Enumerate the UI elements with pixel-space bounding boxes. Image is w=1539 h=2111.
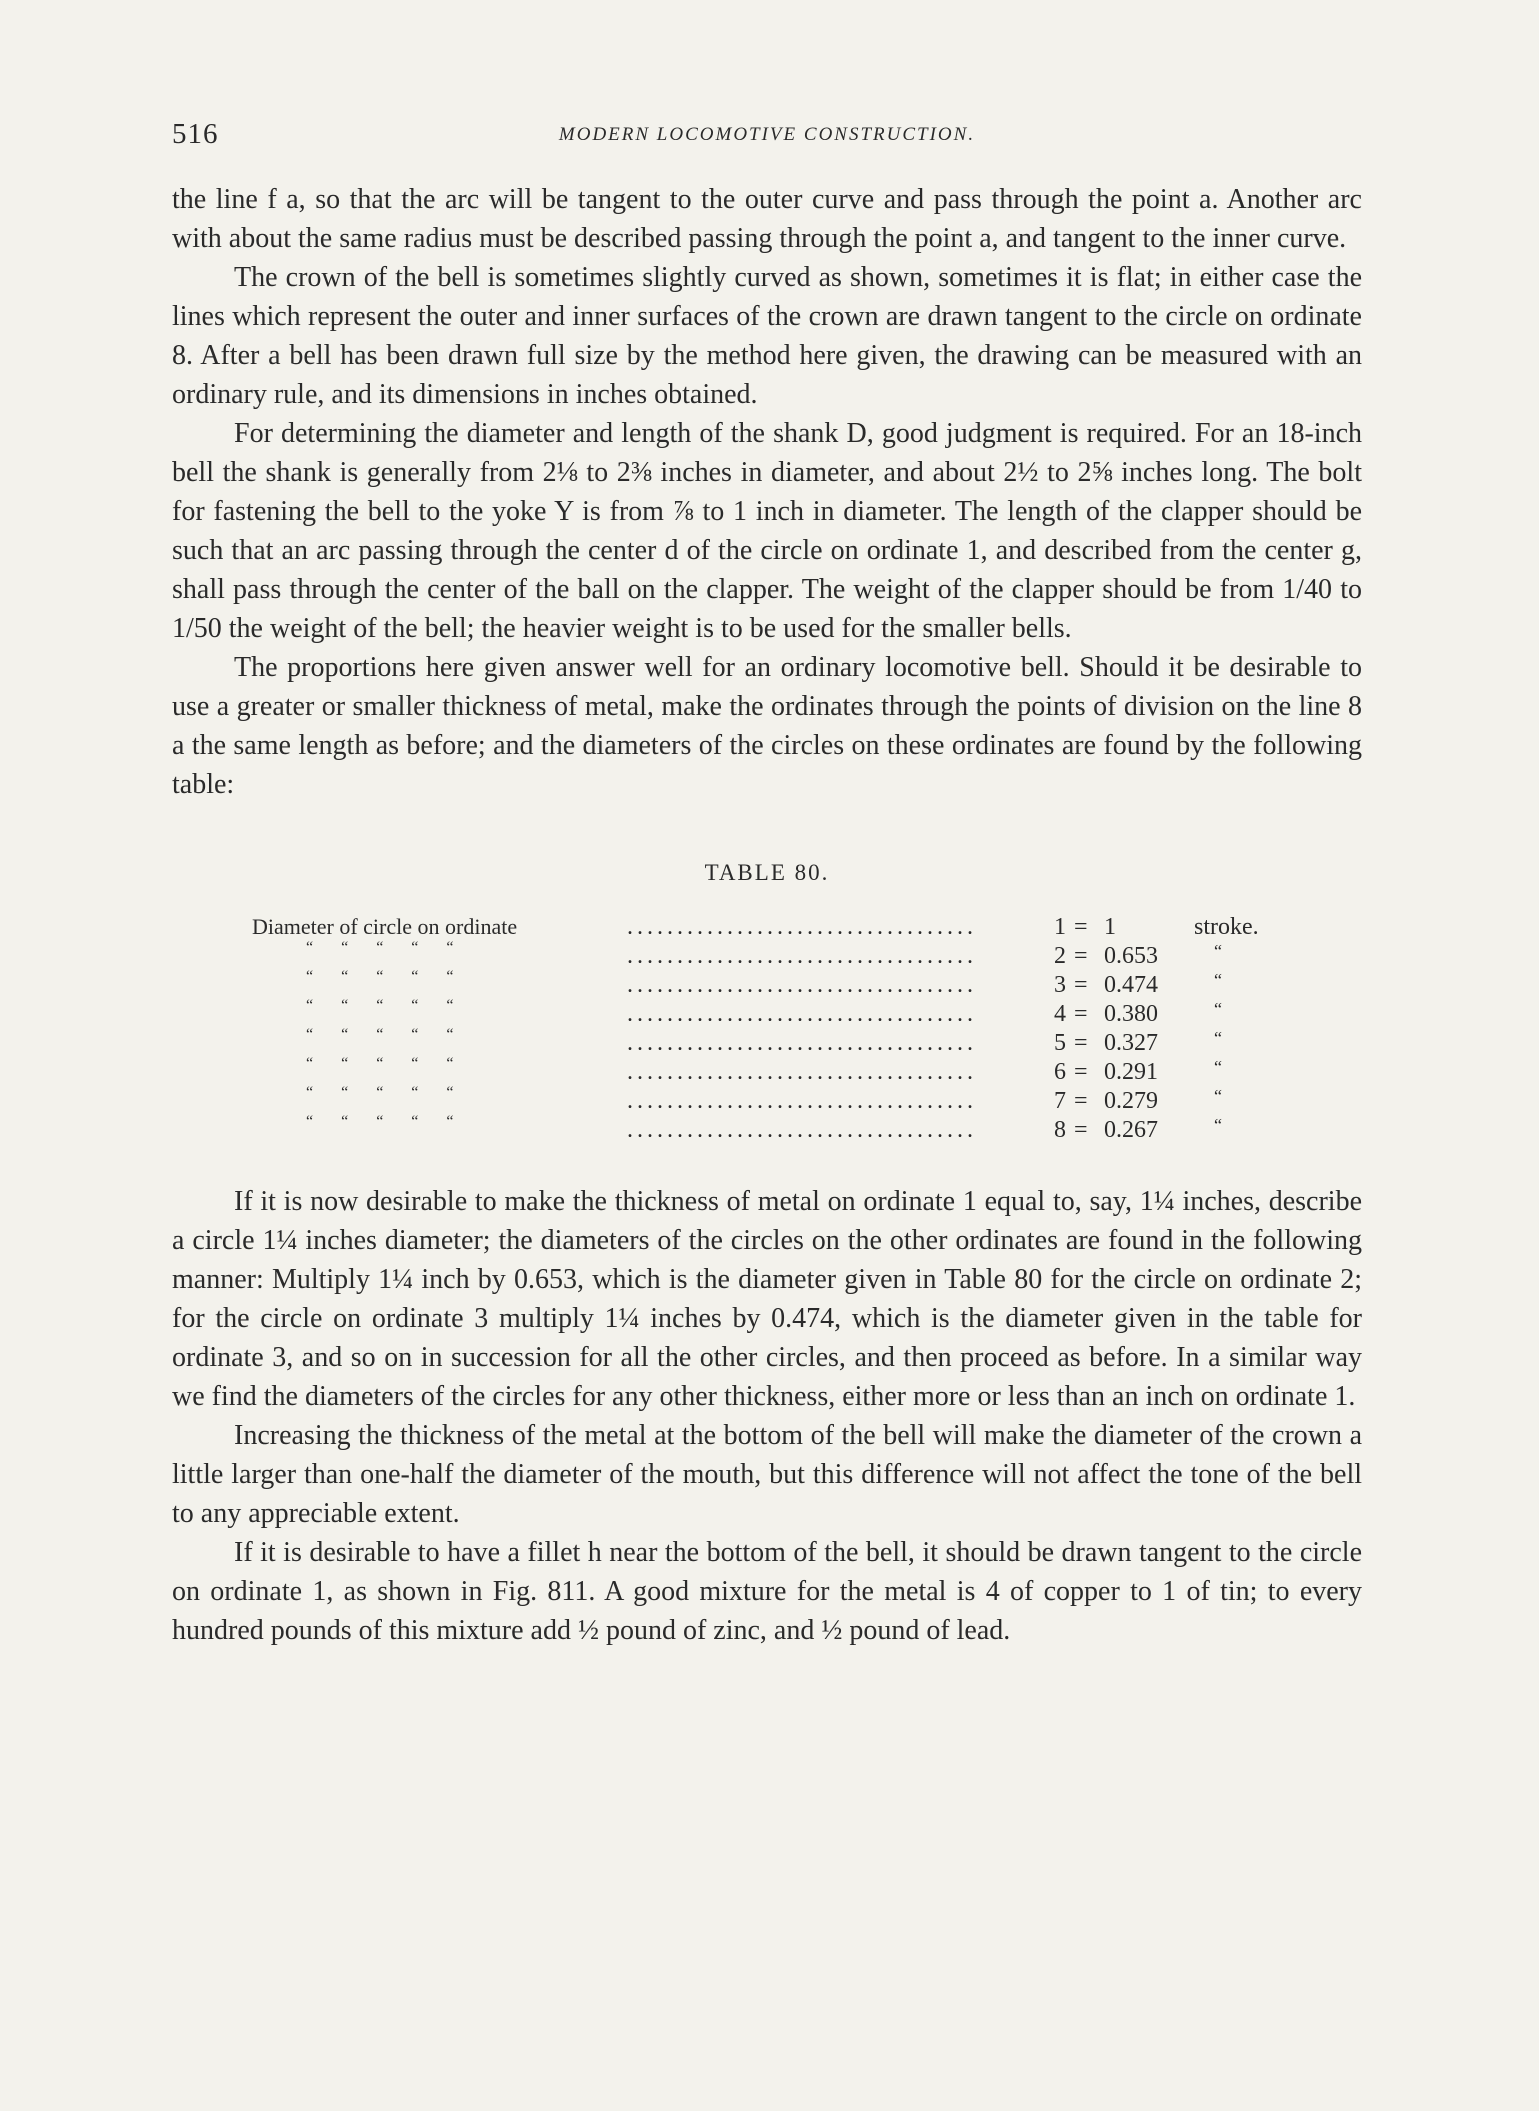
dot-leader: ...................................: [627, 1001, 977, 1027]
paragraph-crown-diameter: Increasing the thickness of the metal at the bottom of the bell will make the diameter of the crown a little larger than one-half the diameter of the mouth, but this difference will not affect the tone of the bell to any appreciable extent.: [172, 1420, 1362, 1529]
unit-ditto: “: [1214, 999, 1222, 1019]
equals-sign: =: [1074, 972, 1088, 998]
ordinate-number: 8: [1054, 1117, 1066, 1143]
paragraph-thickness: If it is now desirable to make the thickness of metal on ordinate 1 equal to, say, 1¼ inches, describe a circle 1¼ inches diameter; the diameters of the circles on the other ordinates are found in the following manner: Multiply 1¼ inch by 0.653, which is the diameter given in Table 80 for the circle on ordinate 2; for the circle on ordinate 3 multiply 1¼ inches by 0.474, which is the diameter given in the table for ordinate 3, and so on in succession for all the other circles, and then proceed as before. In a similar way we find the diameters of the circles for any other thickness, either more or less than an inch on ordinate 1.: [172, 1186, 1362, 1412]
ordinate-number: 7: [1054, 1088, 1066, 1114]
diameter-value: 0.653: [1104, 943, 1158, 969]
paragraph-fillet: If it is desirable to have a fillet h near the bottom of the bell, it should be drawn tangent to the circle on ordinate 1, as shown in Fig. 811. A good mixture for the metal is 4 of copper to 1 of tin; to every hundred pounds of this mixture add ½ pound of zinc, and ½ pound of lead.: [172, 1537, 1362, 1646]
diameter-value: 1: [1104, 914, 1116, 940]
table-caption: TABLE 80.: [704, 860, 830, 885]
row-label: Diameter of circle on ordinate: [252, 914, 518, 939]
ordinate-number: 2: [1054, 943, 1066, 969]
dot-leader: ...................................: [627, 1059, 977, 1085]
equals-sign: =: [1074, 914, 1088, 940]
paragraph-crown: The crown of the bell is sometimes slightly curved as shown, sometimes it is flat; in either case the lines which represent the outer and inner surfaces of the crown are drawn tangent to the circle on ordinate 8. After a bell has been drawn full size by the method here given, the drawing can be measured with an ordinary rule, and its dimensions in inches obtained.: [172, 262, 1362, 410]
ditto-marks: “ “ “ “ “: [306, 1113, 460, 1130]
ditto-marks: “ “ “ “ “: [306, 997, 460, 1014]
paragraph-continuation: the line f a, so that the arc will be tangent to the outer curve and pass through the point a. Another arc with about the same radius must be described passing through the point a, and tangent to the inner curve.: [172, 184, 1362, 254]
ordinate-number: 4: [1054, 1001, 1066, 1027]
table-80: [252, 914, 1292, 1146]
diameter-value: 0.380: [1104, 1001, 1158, 1027]
diameter-value: 0.474: [1104, 972, 1158, 998]
paragraph-shank: For determining the diameter and length of the shank D, good judgment is required. For an 18-inch bell the shank is generally from 2⅛ to 2⅜ inches in diameter, and about 2½ to 2⅝ inches long. The bolt for fastening the bell to the yoke Y is from ⅞ to 1 inch in diameter. The length of the clapper should be such that an arc passing through the center d of the circle on ordinate 1, and described from the center g, shall pass through the center of the ball on the clapper. The weight of the clapper should be from 1/40 to 1/50 the weight of the bell; the heavier weight is to be used for the smaller bells.: [172, 418, 1362, 644]
dot-leader: ...................................: [627, 914, 977, 940]
ditto-marks: “ “ “ “ “: [306, 968, 460, 985]
paragraph-proportions: The proportions here given answer well for an ordinary locomotive bell. Should it be desirable to use a greater or smaller thickness of metal, make the ordinates through the points of division on the line 8 a the same length as before; and the diameters of the circles on these ordinates are found by the following table:: [172, 652, 1362, 800]
diameter-value: 0.279: [1104, 1088, 1158, 1114]
unit-label: stroke.: [1194, 914, 1259, 940]
equals-sign: =: [1074, 1059, 1088, 1085]
dot-leader: ...................................: [627, 1088, 977, 1114]
unit-ditto: “: [1214, 1086, 1222, 1106]
body-text-after-table: [172, 1182, 1362, 1650]
diameter-value: 0.327: [1104, 1030, 1158, 1056]
equals-sign: =: [1074, 1001, 1088, 1027]
page-number: 516: [172, 118, 219, 150]
unit-ditto: “: [1214, 941, 1222, 961]
unit-ditto: “: [1214, 1115, 1222, 1135]
diameter-value: 0.291: [1104, 1059, 1158, 1085]
dot-leader: ...................................: [627, 1030, 977, 1056]
body-text-before-table: [172, 180, 1362, 804]
unit-ditto: “: [1214, 1028, 1222, 1048]
dot-leader: ...................................: [627, 972, 977, 998]
ditto-marks: “ “ “ “ “: [306, 1026, 460, 1043]
ordinate-number: 5: [1054, 1030, 1066, 1056]
equals-sign: =: [1074, 1088, 1088, 1114]
dot-leader: ...................................: [627, 943, 977, 969]
page-header: [172, 118, 1362, 158]
unit-ditto: “: [1214, 1057, 1222, 1077]
ordinate-number: 6: [1054, 1059, 1066, 1085]
diameter-value: 0.267: [1104, 1117, 1158, 1143]
ordinate-number: 1: [1054, 914, 1066, 940]
ditto-marks: “ “ “ “ “: [306, 1084, 460, 1101]
dot-leader: ...................................: [627, 1117, 977, 1143]
running-title: MODERN LOCOMOTIVE CONSTRUCTION.: [558, 124, 976, 145]
book-page: [172, 118, 1362, 1650]
ditto-marks: “ “ “ “ “: [306, 1055, 460, 1072]
ordinate-number: 3: [1054, 972, 1066, 998]
equals-sign: =: [1074, 943, 1088, 969]
unit-ditto: “: [1214, 970, 1222, 990]
table-row: [252, 1113, 1292, 1146]
equals-sign: =: [1074, 1117, 1088, 1143]
ditto-marks: “ “ “ “ “: [306, 939, 460, 956]
equals-sign: =: [1074, 1030, 1088, 1056]
